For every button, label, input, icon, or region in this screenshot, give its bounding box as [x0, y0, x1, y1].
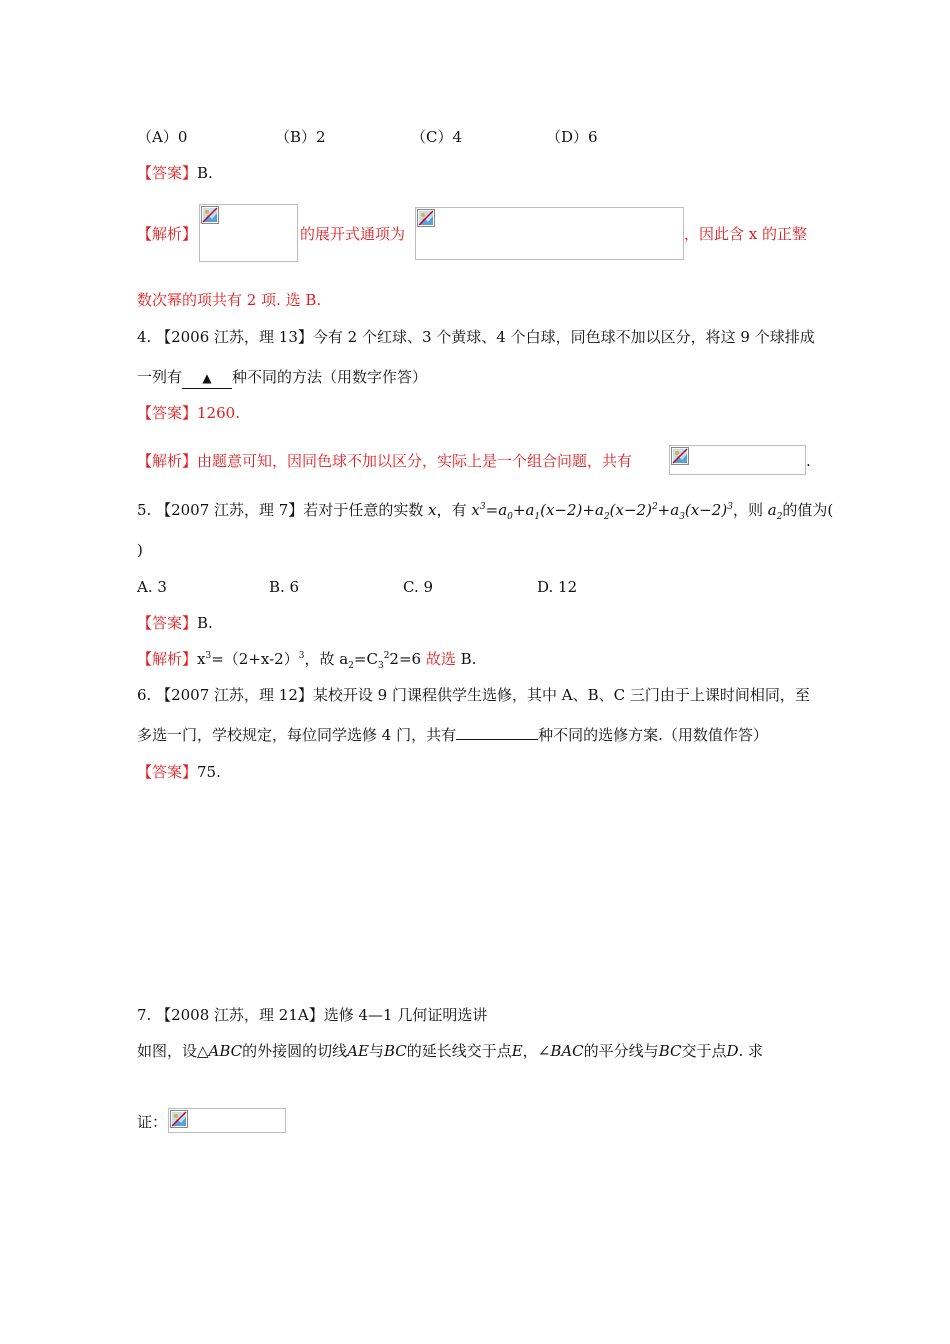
q5-option-d: D. 12 [537, 578, 578, 596]
q3-options-row [137, 127, 837, 147]
broken-image-icon [417, 209, 435, 227]
q4-stem-line2 [137, 367, 427, 389]
formula-image [168, 1108, 286, 1133]
answer-value: 1260. [197, 404, 240, 422]
question-text: ，则 [732, 501, 763, 519]
q4-answer [137, 403, 240, 423]
question-number: 5. [137, 501, 157, 519]
formula-image [199, 204, 298, 262]
question-text: 与 [368, 1042, 384, 1060]
answer-value: B. [197, 164, 213, 182]
answer-blank: ▲ [182, 368, 232, 389]
question-source: 【2006 江苏，理 13】 [156, 328, 313, 346]
analysis-text: B. [455, 650, 477, 668]
q4-analysis [137, 451, 632, 471]
analysis-text: 故选 [421, 650, 456, 668]
q7-prove-label: 证： [137, 1113, 168, 1131]
question-text: 种不同的方法（用数字作答） [232, 368, 428, 386]
var-abc: ABC [208, 1042, 243, 1060]
q5-stem-line1 [137, 500, 833, 520]
q4-analysis-end: . [806, 452, 811, 470]
question-text: 的外接圆的切线 [242, 1042, 348, 1060]
broken-image-icon [201, 206, 219, 224]
q5-a2: $a_2$ [767, 501, 783, 522]
q5-options-row [137, 577, 837, 597]
question-text: 的平分线与 [583, 1042, 659, 1060]
variable-x: x [428, 501, 437, 519]
question-text: 多选一门，学校规定，每位同学选修 4 门，共有 [137, 726, 457, 744]
question-text: 的延长线交于点 [406, 1042, 512, 1060]
question-number: 6. [137, 686, 157, 704]
var-e: E [511, 1042, 523, 1060]
question-text: 如图，设△ [137, 1042, 209, 1060]
q5-option-a: A. 3 [137, 578, 167, 596]
var-bc: BC [384, 1042, 407, 1060]
q4-stem-line1 [137, 327, 815, 347]
answer-tag: 【答案】 [137, 763, 198, 781]
answer-value: 75. [197, 763, 221, 781]
analysis-text: 由题意可知，因同色球不加以区分，实际上是一个组合问题，共有 [197, 452, 633, 470]
question-text: 某校开设 9 门课程供学生选修，其中 A、B、C 三门由于上课时间相同，至 [312, 686, 810, 704]
question-text: ，有 [436, 501, 467, 519]
q6-stem-line1 [137, 685, 810, 705]
question-number: 4. [137, 328, 157, 346]
q7-heading: 7. 【2008 江苏，理 21A】选修 4—1 几何证明选讲 [137, 1006, 488, 1024]
question-text: 若对于任意的实数 [303, 501, 424, 519]
question-source: 【2007 江苏，理 7】 [156, 501, 304, 519]
q3-analysis-line2: 数次幂的项共有 2 项. 选 B. [137, 291, 322, 309]
q3-analysis-end: ，因此含 x 的正整 [684, 225, 807, 243]
question-text: 种不同的选修方案.（用数值作答） [538, 726, 768, 744]
q6-answer [137, 762, 221, 782]
answer-tag: 【答案】 [137, 614, 198, 632]
q3-analysis-tag: 【解析】 [137, 225, 198, 243]
question-text: 的值为( [782, 501, 834, 519]
analysis-tag: 【解析】 [137, 650, 198, 668]
answer-value: B. [197, 614, 213, 632]
question-text: ，∠ [522, 1042, 551, 1060]
analysis-text: ，故 a [304, 650, 349, 668]
q5-analysis: 【解析】$x^3=(2+x-2)^3$，故 $a_2=C_3^22=6$ 故选 B. [137, 650, 477, 671]
q7-stem-line [137, 1041, 763, 1061]
formula-image [669, 445, 806, 475]
var-d: D [726, 1042, 739, 1060]
var-bc: BC [658, 1042, 682, 1060]
formula-image [415, 207, 684, 260]
analysis-x3: $x^3$ [197, 650, 212, 668]
q5-option-c: C. 9 [403, 578, 434, 596]
answer-tag: 【答案】 [137, 404, 198, 422]
q5-equation: $x^3=a_0+a_1(x-2)+a_2(x-2)^2+a_3(x-2)^3$ [471, 501, 733, 522]
q5-answer [137, 613, 213, 633]
question-text: 今有 2 个红球、3 个黄球、4 个白球，同色球不加以区分，将这 9 个球排成 [312, 328, 815, 346]
q3-option-a: （A）0 [137, 128, 188, 146]
var-bac: BAC [550, 1042, 584, 1060]
q3-option-d: （D）6 [546, 128, 598, 146]
q3-option-c: （C）4 [411, 128, 463, 146]
question-text: 一列有 [137, 368, 183, 386]
question-text: 交于点 [681, 1042, 727, 1060]
analysis-value: 2=6 [389, 650, 422, 668]
question-source: 【2007 江苏，理 12】 [156, 686, 313, 704]
answer-tag: 【答案】 [137, 164, 198, 182]
answer-blank [456, 725, 538, 740]
var-ae: AE [347, 1042, 369, 1060]
question-text: . 求 [738, 1042, 764, 1060]
q3-answer [137, 163, 213, 183]
analysis-tag: 【解析】 [137, 452, 198, 470]
broken-image-icon [671, 447, 689, 465]
analysis-text: =（2+x-2） [211, 650, 299, 668]
q5-option-b: B. 6 [269, 578, 300, 596]
broken-image-icon [170, 1110, 188, 1128]
q6-stem-line2 [137, 725, 768, 745]
q3-analysis-mid: 的展开式通项为 [300, 225, 406, 243]
q5-stem-line2: ) [137, 541, 143, 559]
q3-option-b: （B）2 [275, 128, 326, 146]
